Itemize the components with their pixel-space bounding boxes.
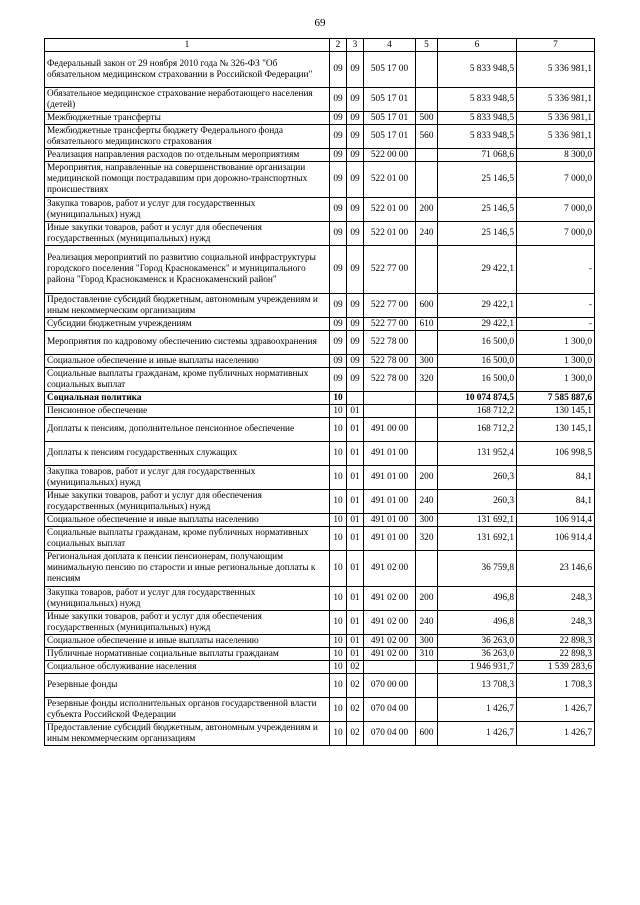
row-name: Социальное обеспечение и иные выплаты населению — [45, 635, 330, 648]
col-header-2: 2 — [330, 39, 347, 52]
row-subsection: 01 — [347, 514, 364, 527]
row-section: 09 — [330, 331, 347, 355]
row-amount-2: 84,1 — [517, 466, 595, 490]
row-amount-1: 168 712,2 — [438, 418, 517, 442]
row-amount-1: 13 708,3 — [438, 674, 517, 698]
row-target-article: 491 01 00 — [364, 514, 416, 527]
row-target-article: 522 77 00 — [364, 246, 416, 294]
row-name: Доплаты к пенсиям государственных служащих — [45, 442, 330, 466]
row-section: 10 — [330, 722, 347, 746]
table-row — [45, 722, 595, 746]
row-subsection — [347, 392, 364, 405]
row-amount-1: 260,3 — [438, 466, 517, 490]
row-subsection: 09 — [347, 368, 364, 392]
table-row — [45, 149, 595, 162]
row-amount-1: 5 833 948,5 — [438, 52, 517, 88]
row-target-article: 491 01 00 — [364, 527, 416, 551]
row-expense-type — [416, 52, 438, 88]
table-row — [45, 198, 595, 222]
row-expense-type — [416, 149, 438, 162]
table-row — [45, 246, 595, 294]
row-name: Закупка товаров, работ и услуг для государственных (муниципальных) нужд — [45, 198, 330, 222]
table-row — [45, 368, 595, 392]
col-header-6: 6 — [438, 39, 517, 52]
row-section: 09 — [330, 355, 347, 368]
row-expense-type — [416, 674, 438, 698]
row-subsection: 09 — [347, 88, 364, 112]
table-row — [45, 318, 595, 331]
row-amount-1: 29 422,1 — [438, 246, 517, 294]
row-amount-2: 5 336 981,1 — [517, 125, 595, 149]
row-name: Социальное обеспечение и иные выплаты населению — [45, 514, 330, 527]
row-expense-type: 300 — [416, 514, 438, 527]
row-target-article: 522 78 00 — [364, 355, 416, 368]
table-row — [45, 635, 595, 648]
col-header-4: 4 — [364, 39, 416, 52]
table-row — [45, 125, 595, 149]
col-header-5: 5 — [416, 39, 438, 52]
table-row — [45, 355, 595, 368]
row-expense-type: 560 — [416, 125, 438, 149]
row-subsection: 09 — [347, 198, 364, 222]
row-expense-type — [416, 88, 438, 112]
row-amount-1: 260,3 — [438, 490, 517, 514]
row-section: 10 — [330, 418, 347, 442]
row-subsection: 01 — [347, 442, 364, 466]
row-name: Предоставление субсидий бюджетным, автономным учреждениям и иным некоммерческим организациям — [45, 722, 330, 746]
row-target-article — [364, 661, 416, 674]
row-name: Социальные выплаты гражданам, кроме публичных нормативных социальных выплат — [45, 368, 330, 392]
row-amount-1: 16 500,0 — [438, 368, 517, 392]
row-subsection: 01 — [347, 635, 364, 648]
row-name: Региональная доплата к пенсии пенсионерам, получающим минимальную пенсию по старости и иные региональные доплаты к пенсиям — [45, 551, 330, 587]
row-name: Субсидии бюджетным учреждениям — [45, 318, 330, 331]
row-section: 10 — [330, 490, 347, 514]
row-target-article: 070 04 00 — [364, 722, 416, 746]
row-target-article: 491 01 00 — [364, 490, 416, 514]
row-name: Публичные нормативные социальные выплаты гражданам — [45, 648, 330, 661]
row-amount-1: 496,8 — [438, 611, 517, 635]
table-row — [45, 294, 595, 318]
row-section: 10 — [330, 635, 347, 648]
col-header-1: 1 — [45, 39, 330, 52]
row-amount-1: 25 146,5 — [438, 162, 517, 198]
row-subsection: 02 — [347, 661, 364, 674]
row-amount-1: 1 946 931,7 — [438, 661, 517, 674]
row-section: 10 — [330, 698, 347, 722]
table-row — [45, 490, 595, 514]
row-name: Межбюджетные трансферты бюджету Федерального фонда обязательного медицинского страхования — [45, 125, 330, 149]
row-subsection: 01 — [347, 611, 364, 635]
row-target-article: 491 02 00 — [364, 635, 416, 648]
row-amount-2: 130 145,1 — [517, 418, 595, 442]
row-expense-type: 610 — [416, 318, 438, 331]
table-row — [45, 88, 595, 112]
table-row — [45, 418, 595, 442]
row-target-article: 491 01 00 — [364, 442, 416, 466]
col-header-3: 3 — [347, 39, 364, 52]
budget-table — [44, 38, 595, 746]
row-target-article: 070 04 00 — [364, 698, 416, 722]
row-subsection: 01 — [347, 551, 364, 587]
row-target-article: 070 00 00 — [364, 674, 416, 698]
row-section: 09 — [330, 368, 347, 392]
row-amount-2: 22 898,3 — [517, 635, 595, 648]
row-amount-2: 1 426,7 — [517, 722, 595, 746]
row-target-article: 522 78 00 — [364, 368, 416, 392]
row-amount-2: 1 539 283,6 — [517, 661, 595, 674]
row-expense-type: 200 — [416, 587, 438, 611]
row-amount-2: 248,3 — [517, 587, 595, 611]
page-number: 69 — [314, 17, 326, 29]
row-amount-2: - — [517, 294, 595, 318]
row-section: 09 — [330, 198, 347, 222]
row-expense-type — [416, 405, 438, 418]
table-row — [45, 392, 595, 405]
row-subsection: 01 — [347, 648, 364, 661]
row-section: 10 — [330, 527, 347, 551]
row-amount-1: 10 074 874,5 — [438, 392, 517, 405]
table-row — [45, 611, 595, 635]
row-expense-type: 300 — [416, 635, 438, 648]
row-amount-2: 1 426,7 — [517, 698, 595, 722]
row-section: 10 — [330, 392, 347, 405]
row-subsection: 01 — [347, 587, 364, 611]
row-amount-1: 5 833 948,5 — [438, 125, 517, 149]
row-subsection: 09 — [347, 246, 364, 294]
row-subsection: 02 — [347, 674, 364, 698]
row-target-article: 491 01 00 — [364, 466, 416, 490]
row-amount-1: 36 263,0 — [438, 648, 517, 661]
row-expense-type: 200 — [416, 466, 438, 490]
row-section: 09 — [330, 246, 347, 294]
row-section: 10 — [330, 442, 347, 466]
row-name: Мероприятия, направленные на совершенствование организации медицинской помощи пострадавшим при дорожно-транспортных происшествиях — [45, 162, 330, 198]
row-amount-1: 5 833 948,5 — [438, 88, 517, 112]
row-amount-2: 106 998,5 — [517, 442, 595, 466]
row-amount-2: 5 336 981,1 — [517, 88, 595, 112]
row-section: 09 — [330, 222, 347, 246]
row-expense-type — [416, 246, 438, 294]
row-amount-2: 7 000,0 — [517, 222, 595, 246]
row-name: Межбюджетные трансферты — [45, 112, 330, 125]
row-expense-type: 500 — [416, 112, 438, 125]
row-target-article: 505 17 00 — [364, 52, 416, 88]
row-amount-1: 71 068,6 — [438, 149, 517, 162]
row-subsection: 09 — [347, 318, 364, 331]
row-name: Закупка товаров, работ и услуг для государственных (муниципальных) нужд — [45, 466, 330, 490]
row-name: Предоставление субсидий бюджетным, автономным учреждениям и иным некоммерческим организациям — [45, 294, 330, 318]
row-amount-1: 36 759,8 — [438, 551, 517, 587]
row-section: 10 — [330, 661, 347, 674]
table-row — [45, 52, 595, 88]
row-amount-2: 7 000,0 — [517, 198, 595, 222]
row-amount-2: 1 300,0 — [517, 331, 595, 355]
row-name: Иные закупки товаров, работ и услуг для обеспечения государственных (муниципальных) нужд — [45, 611, 330, 635]
row-section: 10 — [330, 466, 347, 490]
row-expense-type — [416, 442, 438, 466]
row-amount-1: 16 500,0 — [438, 355, 517, 368]
row-section: 10 — [330, 551, 347, 587]
row-name: Социальная политика — [45, 392, 330, 405]
row-amount-1: 16 500,0 — [438, 331, 517, 355]
row-section: 09 — [330, 125, 347, 149]
row-amount-2: 1 300,0 — [517, 355, 595, 368]
row-section: 10 — [330, 611, 347, 635]
row-section: 09 — [330, 149, 347, 162]
row-amount-1: 25 146,5 — [438, 222, 517, 246]
row-amount-2: 5 336 981,1 — [517, 112, 595, 125]
row-target-article: 505 17 01 — [364, 125, 416, 149]
row-amount-2: - — [517, 318, 595, 331]
row-name: Реализация направления расходов по отдельным мероприятиям — [45, 149, 330, 162]
table-row — [45, 331, 595, 355]
row-name: Социальное обслуживание населения — [45, 661, 330, 674]
row-name: Пенсионное обеспечение — [45, 405, 330, 418]
row-section: 09 — [330, 112, 347, 125]
row-target-article: 505 17 01 — [364, 88, 416, 112]
table-row — [45, 514, 595, 527]
row-subsection: 09 — [347, 355, 364, 368]
table-row — [45, 674, 595, 698]
row-expense-type: 320 — [416, 368, 438, 392]
row-subsection: 02 — [347, 698, 364, 722]
row-target-article: 491 02 00 — [364, 551, 416, 587]
row-name: Социальное обеспечение и иные выплаты населению — [45, 355, 330, 368]
row-amount-1: 168 712,2 — [438, 405, 517, 418]
table-row — [45, 112, 595, 125]
row-subsection: 09 — [347, 222, 364, 246]
row-amount-1: 1 426,7 — [438, 698, 517, 722]
row-name: Федеральный закон от 29 ноября 2010 года № 326-ФЗ "Об обязательном медицинском страховании в Российской Федерации" — [45, 52, 330, 88]
row-name: Реализация мероприятий по развитию социальной инфраструктуры городского поселения "Город Краснокаменск" и муниципального района "Город Краснокаменск и Краснокаменский район" — [45, 246, 330, 294]
row-target-article — [364, 405, 416, 418]
row-expense-type — [416, 661, 438, 674]
row-subsection: 09 — [347, 149, 364, 162]
table-row — [45, 698, 595, 722]
row-expense-type — [416, 551, 438, 587]
row-name: Резервные фонды исполнительных органов государственной власти субъекта Российской Федерации — [45, 698, 330, 722]
row-expense-type: 300 — [416, 355, 438, 368]
row-subsection: 01 — [347, 466, 364, 490]
row-target-article: 522 77 00 — [364, 294, 416, 318]
table-row — [45, 466, 595, 490]
row-target-article: 522 01 00 — [364, 222, 416, 246]
row-expense-type — [416, 698, 438, 722]
row-expense-type: 200 — [416, 198, 438, 222]
row-section: 09 — [330, 294, 347, 318]
row-name: Иные закупки товаров, работ и услуг для обеспечения государственных (муниципальных) нужд — [45, 490, 330, 514]
row-expense-type — [416, 392, 438, 405]
row-target-article: 522 77 00 — [364, 318, 416, 331]
row-expense-type: 240 — [416, 222, 438, 246]
row-amount-2: 1 708,3 — [517, 674, 595, 698]
row-amount-2: 8 300,0 — [517, 149, 595, 162]
row-expense-type: 600 — [416, 294, 438, 318]
row-section: 10 — [330, 587, 347, 611]
row-amount-2: - — [517, 246, 595, 294]
row-name: Обязательное медицинское страхование неработающего населения (детей) — [45, 88, 330, 112]
row-subsection: 01 — [347, 418, 364, 442]
row-subsection: 09 — [347, 294, 364, 318]
row-target-article: 522 00 00 — [364, 149, 416, 162]
row-target-article: 491 02 00 — [364, 648, 416, 661]
row-expense-type — [416, 162, 438, 198]
row-expense-type — [416, 331, 438, 355]
row-section: 10 — [330, 405, 347, 418]
row-expense-type: 240 — [416, 611, 438, 635]
table-row — [45, 551, 595, 587]
row-name: Закупка товаров, работ и услуг для государственных (муниципальных) нужд — [45, 587, 330, 611]
row-amount-2: 106 914,4 — [517, 514, 595, 527]
table-row — [45, 587, 595, 611]
row-section: 09 — [330, 162, 347, 198]
row-amount-1: 29 422,1 — [438, 294, 517, 318]
row-expense-type: 240 — [416, 490, 438, 514]
table-row — [45, 648, 595, 661]
row-target-article: 505 17 01 — [364, 112, 416, 125]
row-subsection: 09 — [347, 331, 364, 355]
row-subsection: 02 — [347, 722, 364, 746]
row-subsection: 01 — [347, 527, 364, 551]
row-name: Иные закупки товаров, работ и услуг для обеспечения государственных (муниципальных) нужд — [45, 222, 330, 246]
table-row — [45, 405, 595, 418]
row-section: 10 — [330, 648, 347, 661]
row-subsection: 09 — [347, 112, 364, 125]
row-target-article: 522 01 00 — [364, 162, 416, 198]
row-name: Доплаты к пенсиям, дополнительное пенсионное обеспечение — [45, 418, 330, 442]
row-amount-2: 7 000,0 — [517, 162, 595, 198]
row-amount-1: 496,8 — [438, 587, 517, 611]
row-subsection: 09 — [347, 52, 364, 88]
table-row — [45, 162, 595, 198]
row-amount-2: 84,1 — [517, 490, 595, 514]
row-expense-type — [416, 418, 438, 442]
row-amount-1: 5 833 948,5 — [438, 112, 517, 125]
row-expense-type: 320 — [416, 527, 438, 551]
row-amount-2: 248,3 — [517, 611, 595, 635]
row-amount-1: 29 422,1 — [438, 318, 517, 331]
row-subsection: 09 — [347, 162, 364, 198]
row-expense-type: 310 — [416, 648, 438, 661]
table-row — [45, 222, 595, 246]
row-section: 10 — [330, 514, 347, 527]
row-amount-2: 1 300,0 — [517, 368, 595, 392]
row-amount-1: 131 692,1 — [438, 514, 517, 527]
row-target-article — [364, 392, 416, 405]
row-section: 09 — [330, 88, 347, 112]
table-row — [45, 527, 595, 551]
row-name: Социальные выплаты гражданам, кроме публичных нормативных социальных выплат — [45, 527, 330, 551]
row-target-article: 491 00 00 — [364, 418, 416, 442]
row-amount-2: 130 145,1 — [517, 405, 595, 418]
row-amount-2: 23 146,6 — [517, 551, 595, 587]
row-amount-1: 131 692,1 — [438, 527, 517, 551]
row-subsection: 01 — [347, 490, 364, 514]
table-row — [45, 661, 595, 674]
row-section: 09 — [330, 318, 347, 331]
col-header-7: 7 — [517, 39, 595, 52]
row-section: 09 — [330, 52, 347, 88]
row-amount-2: 22 898,3 — [517, 648, 595, 661]
row-expense-type: 600 — [416, 722, 438, 746]
row-amount-1: 25 146,5 — [438, 198, 517, 222]
row-amount-2: 106 914,4 — [517, 527, 595, 551]
row-target-article: 491 02 00 — [364, 587, 416, 611]
row-target-article: 491 02 00 — [364, 611, 416, 635]
row-subsection: 09 — [347, 125, 364, 149]
row-section: 10 — [330, 674, 347, 698]
row-name: Резервные фонды — [45, 674, 330, 698]
row-amount-1: 131 952,4 — [438, 442, 517, 466]
column-number-row — [45, 39, 595, 52]
row-amount-2: 5 336 981,1 — [517, 52, 595, 88]
row-subsection: 01 — [347, 405, 364, 418]
row-name: Мероприятия по кадровому обеспечению системы здравоохранения — [45, 331, 330, 355]
row-target-article: 522 01 00 — [364, 198, 416, 222]
row-amount-1: 36 263,0 — [438, 635, 517, 648]
row-amount-2: 7 585 887,6 — [517, 392, 595, 405]
row-amount-1: 1 426,7 — [438, 722, 517, 746]
row-target-article: 522 78 00 — [364, 331, 416, 355]
table-row — [45, 442, 595, 466]
